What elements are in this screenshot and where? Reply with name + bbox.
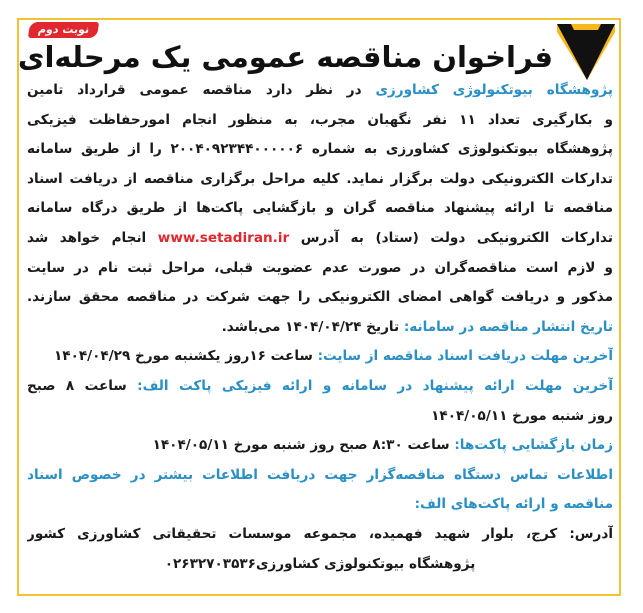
phone-line: پژوهشگاه بیوتکنولوژی کشاورزی۰۲۶۳۲۷۰۳۵۳۶ [164, 555, 476, 572]
body-line [27, 224, 613, 254]
text: انجام خواهد شد [27, 229, 158, 246]
logo-v-icon [557, 24, 615, 80]
body-line: و بکارگیری تعداد ۱۱ نفر نگهبان مجرب، به منظور انجام امورحفاظت فیزیکی [27, 111, 613, 128]
opening-time-line [27, 431, 613, 461]
submit-deadline-date: روز شنبه مورخ ۱۴۰۴/۰۵/۱۱ [431, 407, 613, 424]
body-line: و لازم است مناقصه‌گران در صورت عدم عضویت قبلی، مراحل ثبت نام در سایت [27, 259, 613, 276]
publish-value: تاریخ ۱۴۰۴/۰۴/۲۴ می‌باشد. [221, 318, 404, 335]
organization-name: پژوهشگاه بیوتکنولوژی کشاورزی [375, 82, 613, 98]
tender-notice [17, 18, 621, 596]
body-line: مناقصه تا ارائه پیشنهاد مناقصه گران و بازگشایی پاکت‌ها از طریق درگاه سامانه [27, 200, 613, 217]
docs-label: آخرین مهلت دریافت اسناد مناقصه از سایت: [317, 348, 613, 365]
notice-body [27, 76, 613, 579]
address-line: آدرس: کرج، بلوار شهید فهمیده، مجموعه موسسات تحقیقاتی کشاورزی کشور [27, 525, 613, 542]
submit-label: آخرین مهلت ارائه پیشنهاد در سامانه و ارائه فیزیکی پاکت الف: [137, 377, 613, 394]
text: در نظر دارد مناقصه عمومی قرارداد تامین [27, 82, 376, 98]
docs-value: ساعت ۱۶روز یکشنبه مورخ ۱۴۰۴/۰۴/۲۹ [53, 348, 318, 365]
body-line [27, 76, 613, 106]
website-link[interactable]: www.setadiran.ir [157, 229, 290, 246]
second-round-badge: نوبت دوم [28, 22, 99, 38]
contact-heading: اطلاعات تماس دستگاه مناقصه‌گزار جهت دریافت اطلاعات بیشتر در خصوص اسناد [27, 466, 613, 483]
contact-heading-2: مناقصه و ارائه پاکت‌های الف: [414, 496, 613, 513]
open-label: زمان بازگشایی پاکت‌ها: [454, 437, 613, 454]
submit-value: ساعت ۸ صبح [27, 377, 138, 394]
publish-label: تاریخ انتشار مناقصه در سامانه: [403, 318, 613, 335]
publish-date-line [27, 313, 613, 343]
notice-title: فراخوان مناقصه عمومی یک مرحله‌ای [17, 40, 553, 74]
open-value: ساعت ۸:۳۰ صبح روز شنبه مورخ ۱۴۰۴/۰۵/۱۱ [152, 437, 455, 454]
body-line: تدارکات الکترونیکی دولت برگزار نماید. کلیه مراحل برگزاری مناقصه از دریافت اسناد [27, 170, 613, 187]
submit-deadline-line [27, 372, 613, 402]
body-line: پژوهشگاه بیوتکنولوژی کشاورزی به شماره ۲۰۰۴۰۹۲۳۴۴۰۰۰۰۰۶ را از طریق سامانه [27, 141, 613, 158]
text: تدارکات الکترونیکی دولت (ستاد) به آدرس [289, 229, 613, 246]
docs-deadline-line [27, 342, 613, 372]
body-line: مذکور و دریافت گواهی امضای الکترونیکی را جهت شرکت در مناقصه محقق سازند. [27, 289, 613, 306]
